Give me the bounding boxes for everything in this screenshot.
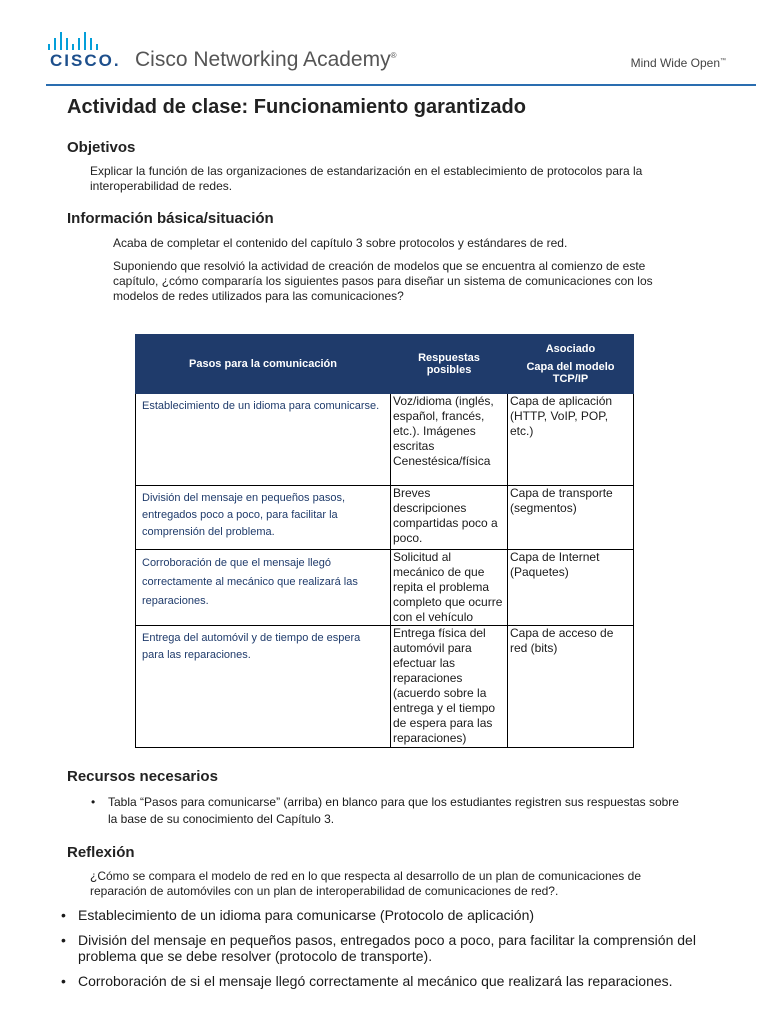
- table-row: [136, 486, 634, 550]
- step-cell: Corroboración de que el mensaje llegó correctamente al mecánico que realizará las reparaciones.: [136, 550, 391, 626]
- header-steps: Pasos para la comunicación: [136, 335, 391, 394]
- table-row: [136, 394, 634, 486]
- recursos-heading: Recursos necesarios: [67, 768, 218, 785]
- answer-cell: Solicitud al mecánico de que repita el problema completo que ocurre con el vehículo: [391, 550, 508, 626]
- header-divider: [46, 84, 756, 86]
- tagline: Mind Wide Open™: [630, 56, 726, 70]
- info-paragraph-2: Suponiendo que resolvió la actividad de creación de modelos que se encuentra al comienzo de este capítulo, ¿cómo compararía los siguientes pasos para diseñar un sistema de comunicaciones con los modelos de redes utilizados para las comunicaciones?: [113, 259, 653, 303]
- info-paragraph-1: Acaba de completar el contenido del capítulo 3 sobre protocolos y estándares de red.: [113, 236, 568, 250]
- step-cell: División del mensaje en pequeños pasos, entregados poco a poco, para facilitar la comprensión del problema.: [136, 486, 391, 550]
- objetivos-text: Explicar la función de las organizaciones de estandarización en el establecimiento de protocolos para la interoperabilidad de redes.: [90, 164, 643, 193]
- list-item: • Tabla “Pasos para comunicarse” (arriba) en blanco para que los estudiantes registren sus respuestas sobre la base de su conocimiento del Capítulo 3.: [88, 794, 688, 828]
- cisco-wordmark: CISCO.: [50, 51, 121, 70]
- layer-cell: Capa de aplicación (HTTP, VoIP, POP, etc.): [508, 394, 634, 486]
- academy-name: Cisco Networking Academy®: [135, 48, 397, 71]
- step-cell: Entrega del automóvil y de tiempo de espera para las reparaciones.: [136, 626, 391, 748]
- answer-cell: Voz/idioma (inglés, español, francés, etc.). Imágenes escritas Cenestésica/física: [391, 394, 508, 486]
- list-item: • Establecimiento de un idioma para comunicarse (Protocolo de aplicación): [58, 907, 698, 923]
- header-layer: Asociado Capa del modelo TCP/IP: [508, 335, 634, 394]
- objetivos-heading: Objetivos: [67, 139, 136, 156]
- answer-cell: Entrega física del automóvil para efectuar las reparaciones (acuerdo sobre la entrega y el tiempo de espera para las reparaciones): [391, 626, 508, 748]
- table-row: [136, 550, 634, 626]
- page-header: [0, 0, 768, 86]
- reflexion-heading: Reflexión: [67, 844, 135, 861]
- answer-cell: Breves descripciones compartidas poco a poco.: [391, 486, 508, 550]
- step-cell: Establecimiento de un idioma para comunicarse.: [136, 394, 391, 486]
- reflexion-answers: [58, 907, 698, 989]
- info-heading: Información básica/situación: [67, 210, 274, 227]
- layer-cell: Capa de Internet (Paquetes): [508, 550, 634, 626]
- page-title: Actividad de clase: Funcionamiento garantizado: [67, 96, 526, 118]
- table-header-row: [136, 335, 634, 394]
- recursos-list: [88, 794, 688, 828]
- communication-steps-table: [135, 334, 634, 748]
- layer-cell: Capa de transporte (segmentos): [508, 486, 634, 550]
- layer-cell: Capa de acceso de red (bits): [508, 626, 634, 748]
- list-item: • División del mensaje en pequeños pasos, entregados poco a poco, para facilitar la comprensión del problema que se debe resolver (protocolo de transporte).: [58, 932, 698, 964]
- table-row: [136, 626, 634, 748]
- list-item: • Corroboración de si el mensaje llegó correctamente al mecánico que realizará las reparaciones.: [58, 973, 698, 989]
- cisco-logo-icon: [46, 30, 98, 50]
- reflexion-question: ¿Cómo se compara el modelo de red en lo que respecta al desarrollo de un plan de comunicaciones de reparación de automóviles con un plan de interoperabilidad de comunicaciones de red?.: [90, 869, 641, 898]
- header-answers: Respuestas posibles: [391, 335, 508, 394]
